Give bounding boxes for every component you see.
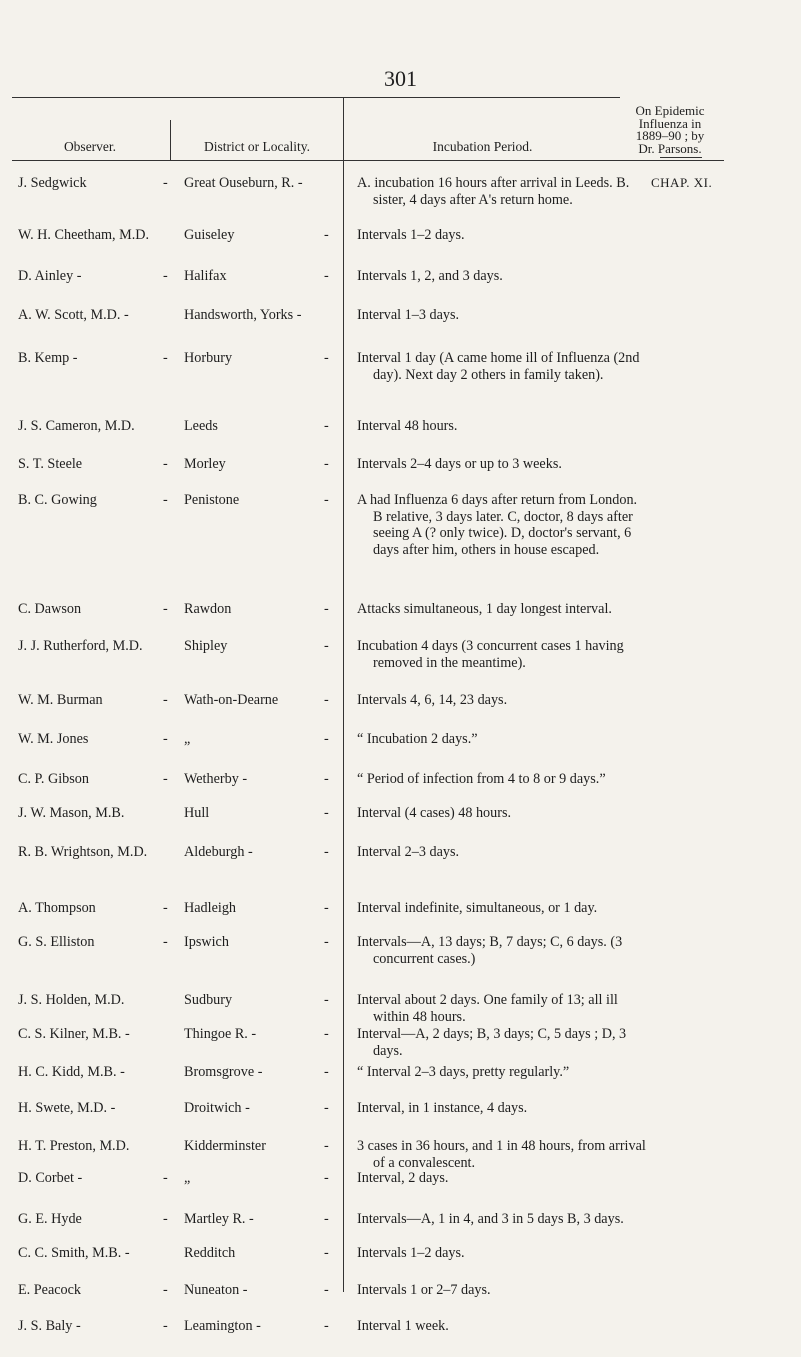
observer-name	[18, 1064, 178, 1081]
locality-name	[184, 1245, 344, 1262]
observer-text: C. Dawson	[18, 601, 82, 617]
locality-name	[184, 1026, 344, 1043]
locality-text: Aldeburgh -	[184, 844, 253, 860]
locality-name	[184, 456, 344, 473]
locality-name	[184, 492, 344, 509]
incubation-text: Interval 1 week.	[357, 1318, 449, 1334]
locality-text: Leamington -	[184, 1318, 261, 1334]
incubation-text: Intervals 4, 6, 14, 23 days.	[357, 692, 508, 708]
leader-dash: -	[324, 900, 329, 916]
locality-name	[184, 805, 344, 822]
locality-name	[184, 771, 344, 788]
leader-dash: -	[163, 771, 168, 787]
incubation-text: Intervals 1 or 2–7 days.	[357, 1282, 491, 1298]
locality-name	[184, 638, 344, 655]
incubation-period	[357, 692, 647, 709]
incubation-text: Attacks simultaneous, 1 day longest interval.	[357, 601, 612, 617]
locality-text: Hadleigh	[184, 900, 237, 916]
observer-name	[18, 934, 178, 951]
locality-name	[184, 350, 344, 367]
observer-name	[18, 805, 178, 822]
observer-text: A. Thompson	[18, 900, 96, 916]
incubation-period	[357, 1318, 647, 1335]
leader-dash: -	[163, 492, 168, 508]
observer-name	[18, 1318, 178, 1335]
leader-dash: -	[324, 456, 329, 472]
locality-text: Penistone	[184, 492, 240, 508]
locality-name	[184, 992, 344, 1009]
locality-name	[184, 418, 344, 435]
locality-text: Shipley	[184, 638, 228, 654]
observer-name	[18, 692, 178, 709]
locality-text: Sudbury	[184, 992, 233, 1008]
leader-dash: -	[163, 456, 168, 472]
observer-text: J. S. Baly -	[18, 1318, 81, 1334]
incubation-text: Intervals—A, 1 in 4, and 3 in 5 days B, 3 days.	[357, 1211, 624, 1227]
incubation-period	[357, 456, 647, 473]
header-incubation: Incubation Period.	[432, 139, 533, 154]
observer-text: J. S. Cameron, M.D.	[18, 418, 135, 434]
locality-text: Handsworth, Yorks -	[184, 307, 302, 323]
observer-name	[18, 350, 178, 367]
chapter-mark: CHAP. XI.	[651, 175, 713, 190]
locality-name	[184, 1138, 344, 1155]
observer-name	[18, 844, 178, 861]
observer-text: J. J. Rutherford, M.D.	[18, 638, 143, 654]
observer-text: C. S. Kilner, M.B. -	[18, 1026, 130, 1042]
observer-text: D. Ainley -	[18, 268, 82, 284]
page-number: 301	[384, 66, 417, 91]
leader-dash: -	[324, 844, 329, 860]
leader-dash: -	[324, 1282, 329, 1298]
margin-note-line-2: Influenza in	[638, 115, 702, 131]
locality-name	[184, 900, 344, 917]
leader-dash: -	[324, 1064, 329, 1080]
locality-name	[184, 227, 344, 244]
leader-dash: -	[324, 992, 329, 1008]
observer-name	[18, 307, 178, 324]
observer-name	[18, 638, 178, 655]
incubation-text: Interval about 2 days. One family of 13; all ill within 48 hours.	[357, 992, 618, 1025]
observer-text: H. C. Kidd, M.B. -	[18, 1064, 125, 1080]
incubation-period	[357, 771, 647, 788]
observer-text: B. Kemp -	[18, 350, 78, 366]
incubation-text: 3 cases in 36 hours, and 1 in 48 hours, from arrival of a convalescent.	[357, 1138, 646, 1171]
header-district: District or Locality.	[204, 139, 310, 154]
leader-dash: -	[163, 731, 168, 747]
margin-note	[618, 105, 722, 155]
locality-text: Wetherby -	[184, 771, 248, 787]
locality-name	[184, 268, 344, 285]
leader-dash: -	[324, 268, 329, 284]
incubation-period	[357, 1026, 647, 1059]
locality-text: Wath-on-Dearne	[184, 692, 279, 708]
locality-text: Thingoe R. -	[184, 1026, 257, 1042]
incubation-text: “ Period of infection from 4 to 8 or 9 days.”	[357, 771, 606, 787]
incubation-text: Interval (4 cases) 48 hours.	[357, 805, 512, 821]
locality-text: Nuneaton -	[184, 1282, 248, 1298]
observer-name	[18, 900, 178, 917]
incubation-text: “ Interval 2–3 days, pretty regularly.”	[357, 1064, 570, 1080]
observer-text: H. Swete, M.D. -	[18, 1100, 116, 1116]
locality-text: Ipswich	[184, 934, 229, 950]
incubation-text: Interval indefinite, simultaneous, or 1 day.	[357, 900, 598, 916]
observer-name	[18, 1282, 178, 1299]
leader-dash: -	[163, 350, 168, 366]
locality-text: „	[184, 1170, 191, 1186]
observer-name	[18, 601, 178, 618]
locality-text: Droitwich -	[184, 1100, 250, 1116]
locality-text: „	[184, 731, 191, 747]
leader-dash: -	[324, 601, 329, 617]
observer-name	[18, 456, 178, 473]
locality-name	[184, 934, 344, 951]
incubation-text: Interval—A, 2 days; B, 3 days; C, 5 days ; D, 3 days.	[357, 1026, 627, 1059]
observer-name	[18, 175, 178, 192]
leader-dash: -	[324, 227, 329, 243]
incubation-text: Interval 1–3 days.	[357, 307, 460, 323]
locality-text: Leeds	[184, 418, 218, 434]
incubation-text: Interval 2–3 days.	[357, 844, 460, 860]
leader-dash: -	[324, 1211, 329, 1227]
observer-text: B. C. Gowing	[18, 492, 97, 508]
incubation-text: “ Incubation 2 days.”	[357, 731, 478, 747]
leader-dash: -	[324, 934, 329, 950]
incubation-text: Interval 48 hours.	[357, 418, 458, 434]
incubation-text: Interval, 2 days.	[357, 1170, 449, 1186]
locality-name	[184, 1282, 344, 1299]
incubation-period	[357, 1211, 647, 1228]
locality-text: Halifax	[184, 268, 227, 284]
header-observer: Observer.	[63, 139, 117, 154]
incubation-period	[357, 1100, 647, 1117]
incubation-period	[357, 844, 647, 861]
leader-dash: -	[163, 934, 168, 950]
locality-name	[184, 1170, 344, 1187]
incubation-period	[357, 1064, 647, 1081]
observer-text: J. W. Mason, M.B.	[18, 805, 125, 821]
observer-name	[18, 1211, 178, 1228]
margin-underline	[660, 157, 702, 158]
incubation-period	[357, 805, 647, 822]
observer-name	[18, 771, 178, 788]
leader-dash: -	[324, 1138, 329, 1154]
observer-name	[18, 1100, 178, 1117]
observer-name	[18, 992, 178, 1009]
leader-dash: -	[324, 771, 329, 787]
incubation-text: Intervals 1, 2, and 3 days.	[357, 268, 503, 284]
observer-text: D. Corbet -	[18, 1170, 83, 1186]
margin-note-line-3: 1889–90 ; by	[635, 128, 705, 143]
observer-name	[18, 227, 178, 244]
leader-dash: -	[163, 1282, 168, 1298]
leader-dash: -	[324, 805, 329, 821]
locality-name	[184, 731, 344, 748]
observer-text: H. T. Preston, M.D.	[18, 1138, 130, 1154]
locality-text: Hull	[184, 805, 210, 821]
observer-name	[18, 418, 178, 435]
incubation-period	[357, 350, 647, 383]
observer-text: A. W. Scott, M.D. -	[18, 307, 129, 323]
incubation-period	[357, 601, 647, 618]
incubation-period	[357, 1170, 647, 1187]
header-top-rule	[12, 97, 620, 98]
incubation-text: Incubation 4 days (3 concurrent cases 1 having removed in the meantime).	[357, 638, 624, 671]
locality-name	[184, 844, 344, 861]
column-divider-1	[170, 120, 171, 160]
observer-name	[18, 1170, 178, 1187]
observer-text: W. M. Burman	[18, 692, 103, 708]
incubation-text: Interval 1 day (A came home ill of Influenza (2nd day). Next day 2 others in family taken).	[357, 350, 640, 383]
incubation-text: Intervals 1–2 days.	[357, 1245, 465, 1261]
leader-dash: -	[324, 731, 329, 747]
incubation-text: Interval, in 1 instance, 4 days.	[357, 1100, 528, 1116]
locality-name	[184, 601, 344, 618]
incubation-text: Intervals 2–4 days or up to 3 weeks.	[357, 456, 562, 472]
locality-text: Bromsgrove -	[184, 1064, 263, 1080]
leader-dash: -	[163, 692, 168, 708]
locality-text: Redditch	[184, 1245, 236, 1261]
leader-dash: -	[163, 601, 168, 617]
observer-name	[18, 1138, 178, 1155]
leader-dash: -	[324, 638, 329, 654]
locality-text: Rawdon	[184, 601, 232, 617]
leader-dash: -	[324, 350, 329, 366]
incubation-period	[357, 307, 647, 324]
observer-text: S. T. Steele	[18, 456, 83, 472]
locality-text: Martley R. -	[184, 1211, 254, 1227]
observer-text: J. Sedgwick	[18, 175, 87, 191]
incubation-period	[357, 1282, 647, 1299]
observer-text: W. H. Cheetham, M.D.	[18, 227, 150, 243]
leader-dash: -	[324, 1170, 329, 1186]
observer-text: E. Peacock	[18, 1282, 82, 1298]
incubation-period	[357, 900, 647, 917]
observer-name	[18, 268, 178, 285]
observer-text: G. S. Elliston	[18, 934, 95, 950]
leader-dash: -	[324, 492, 329, 508]
incubation-text: A. incubation 16 hours after arrival in Leeds. B. sister, 4 days after A's return home.	[357, 175, 630, 208]
observer-name	[18, 1026, 178, 1043]
observer-text: C. P. Gibson	[18, 771, 89, 787]
incubation-period	[357, 227, 647, 244]
leader-dash: -	[163, 1211, 168, 1227]
locality-text: Morley	[184, 456, 226, 472]
locality-text: Horbury	[184, 350, 233, 366]
leader-dash: -	[163, 900, 168, 916]
incubation-text: A had Influenza 6 days after return from London. B relative, 3 days later. C, doctor, 8 days after seeing A (? only twice). D, doctor's servant, 6 days after him, others in house escaped.	[357, 492, 638, 558]
leader-dash: -	[324, 418, 329, 434]
incubation-text: Intervals—A, 13 days; B, 7 days; C, 6 days. (3 concurrent cases.)	[357, 934, 623, 967]
incubation-period	[357, 418, 647, 435]
observer-name	[18, 1245, 178, 1262]
incubation-period	[357, 992, 647, 1025]
incubation-period	[357, 1138, 647, 1171]
incubation-period	[357, 731, 647, 748]
leader-dash: -	[324, 1318, 329, 1334]
observer-name	[18, 492, 178, 509]
leader-dash: -	[324, 1100, 329, 1116]
leader-dash: -	[163, 1318, 168, 1334]
leader-dash: -	[163, 1170, 168, 1186]
locality-name	[184, 307, 344, 324]
incubation-period	[357, 1245, 647, 1262]
locality-text: Great Ouseburn, R. -	[184, 175, 303, 191]
incubation-period	[357, 638, 647, 671]
leader-dash: -	[324, 1026, 329, 1042]
margin-note-line-4: Dr. Parsons.	[638, 140, 702, 156]
observer-name	[18, 731, 178, 748]
leader-dash: -	[163, 268, 168, 284]
locality-text: Guiseley	[184, 227, 235, 243]
incubation-period	[357, 175, 647, 208]
locality-text: Kidderminster	[184, 1138, 266, 1154]
locality-name	[184, 1318, 344, 1335]
margin-note-line-1: On Epidemic	[635, 103, 705, 118]
observer-text: C. C. Smith, M.B. -	[18, 1245, 130, 1261]
observer-text: G. E. Hyde	[18, 1211, 82, 1227]
incubation-period	[357, 934, 647, 967]
observer-text: J. S. Holden, M.D.	[18, 992, 125, 1008]
locality-name	[184, 1064, 344, 1081]
locality-name	[184, 1211, 344, 1228]
leader-dash: -	[324, 1245, 329, 1261]
header-bottom-rule	[12, 160, 724, 161]
incubation-text: Intervals 1–2 days.	[357, 227, 465, 243]
locality-name	[184, 692, 344, 709]
observer-text: R. B. Wrightson, M.D.	[18, 844, 148, 860]
locality-name	[184, 175, 344, 192]
leader-dash: -	[324, 692, 329, 708]
observer-text: W. M. Jones	[18, 731, 89, 747]
leader-dash: -	[163, 175, 168, 191]
incubation-period	[357, 492, 647, 558]
incubation-period	[357, 268, 647, 285]
locality-name	[184, 1100, 344, 1117]
